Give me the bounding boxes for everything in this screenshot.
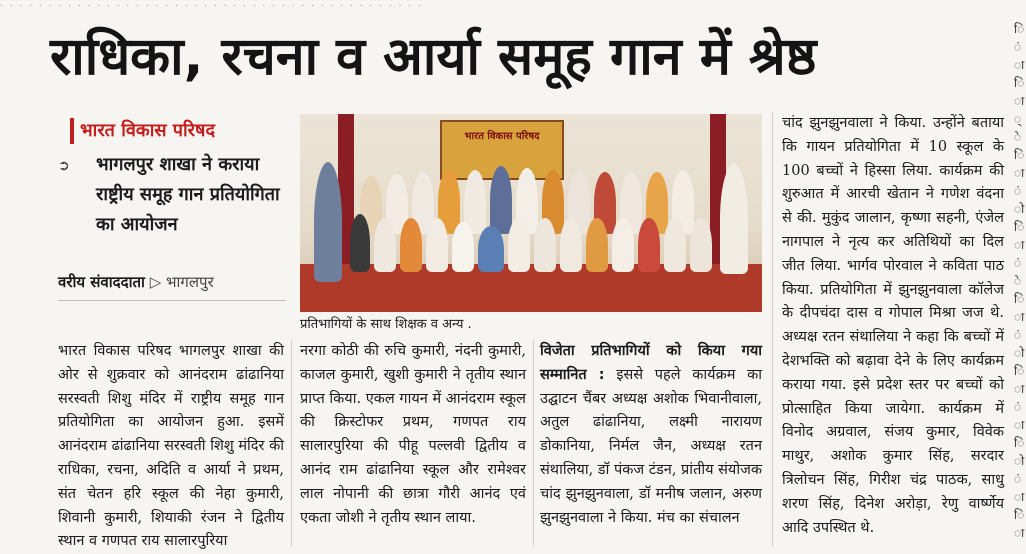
column-divider — [533, 340, 534, 546]
photo-person — [720, 164, 748, 274]
column-divider — [772, 112, 773, 546]
byline-author: वरीय संवाददाता — [58, 273, 145, 291]
top-clipped-text: . . . . . . . . . . . . . . . . . . . . . . . . . . . . . . . . . . . . . . . . . . . . — [0, 0, 423, 8]
body-column-3 — [540, 340, 762, 530]
photo-person — [508, 218, 530, 272]
photo-person — [374, 218, 396, 272]
photo-caption: प्रतिभागियों के साथ शिक्षक व अन्य . — [300, 317, 472, 332]
photo-person — [426, 218, 448, 272]
photo-person — [638, 218, 660, 272]
column-divider — [291, 340, 292, 546]
body-column-2: नरगा कोठी की रुचि कुमारी, नंदनी कुमारी, काजल कुमारी, खुशी कुमारी ने तृतीय स्थान प्राप्त किया. एकल गायन में आनंदराम स्कूल की क्रिस्टोफर प्रथम, गणपत राय सालारपुरिया की पीहू पल्लवी द्वितीय व आनंद राम ढांढानिया स्कूल और रामेश्वर लाल नोपानी की छात्रा गौरी आनंद एवं एकता जोशी ने तृतीय स्थान लाया. — [300, 343, 526, 526]
photo-person — [478, 226, 504, 272]
photo-person — [612, 218, 634, 272]
photo-person — [490, 166, 512, 234]
org-label: भारत विकास परिषद — [80, 120, 216, 141]
photo-person — [534, 218, 556, 272]
body-column-4: चांद झुनझुनवाला ने किया. उन्होंने बताया कि गायन प्रतियोगिता में 10 स्कूल के 100 बच्चों ने हिस्सा लिया. कार्यक्रम की शुरुआत में आरची खेतान ने गणेश वंदना से की. मुकुंद जालान, कृष्णा सहनी, एंजेल नागपाल ने नृत्य कर अतिथियों का दिल जीत लिया. भार्गव पोरवाल ने कविता पाठ किया. प्रतियोगिता में झुनझुनवाला कॉलेज के दीपचंदा दास व गोपाल मिश्रा जज थे. अध्यक्ष रतन संथालिया ने कहा कि बच्चों में देशभक्ति को बढ़ावा देने के लिए कार्यक्रम कराया गया. इसे प्रदेश स्तर पर बच्चों को प्रोत्साहित किया जायेगा. कार्यक्रम में विनोद अग्रवाल, संजय कुमार, विवेक माथुर, अशोक कुमार सिंह, सरदार त्रिलोचन सिंह, गिरीश चंद्र पाठक, साधु शरण सिंह, दिनेश अरोड़ा, रेणु वार्ष्णेय आदि उपस्थित थे. — [782, 115, 1004, 536]
photo-person — [586, 218, 608, 272]
photo-person — [314, 162, 342, 282]
play-icon: ▷ — [149, 273, 166, 291]
news-photo — [300, 114, 762, 312]
headline: राधिका, रचना व आर्या समूह गान में श्रेष्ठ — [50, 27, 817, 87]
photo-person — [350, 214, 370, 272]
org-accent-bar — [70, 118, 74, 144]
byline-divider — [58, 300, 286, 301]
subheadline-text: भागलपुर शाखा ने कराया राष्ट्रीय समूह गान प्रतियोगिता का आयोजन — [96, 154, 280, 235]
photo-person — [400, 218, 422, 272]
photo-person — [690, 218, 712, 272]
photo-person — [664, 218, 686, 272]
adjacent-column-edge: ि ं ा ि ा ् े ि ा ं ो ि ा ं े ि ा ं ो ि ा ं ा ि ो ं ा ि ा — [1014, 22, 1025, 540]
photo-person — [560, 218, 582, 272]
subheadline — [62, 150, 290, 240]
body-column-1: भारत विकास परिषद भागलपुर शाखा की ओर से शुक्रवार को आनंदराम ढांढानिया सरस्वती शिशु मंदिर में राष्ट्रीय समूह गान प्रतियोगिता का आयोजन हुआ. इसमें आनंदराम ढांढानिया सरस्वती शिशु मंदिर की राधिका, रचना, अदिति व आर्या ने प्रथम, संत चेतन हरि स्कूल की नेहा कुमारी, शिवानी कुमारी, शियाकी रंजन ने द्वितीय स्थान व गणपत राय सालारपुरिया — [58, 343, 284, 550]
body-column-3-text: इससे पहले कार्यक्रम का उद्घाटन चैंबर अध्यक्ष अशोक भिवानीवाला, अतुल ढांढानिया, लक्ष्मी नारायण डोकानिया, निर्मल जैन, अध्यक्ष रतन संथालिया, डॉ पंकज टंडन, प्रांतीय संयोजक चांद झुनझुनवाला, डॉ मनीष जलान, अरुण झुनझुनवाला ने किया. मंच का संचालन — [540, 366, 763, 526]
byline-location: भागलपुर — [166, 273, 214, 291]
photo-person — [452, 222, 474, 272]
winners-subheading: विजेता प्रतिभागियों को किया गया सम्मानित : — [540, 343, 762, 383]
byline — [58, 272, 214, 292]
arrow-bullet-icon: ➲ — [58, 158, 70, 174]
photo-banner-text: भारत विकास परिषद — [464, 131, 540, 142]
